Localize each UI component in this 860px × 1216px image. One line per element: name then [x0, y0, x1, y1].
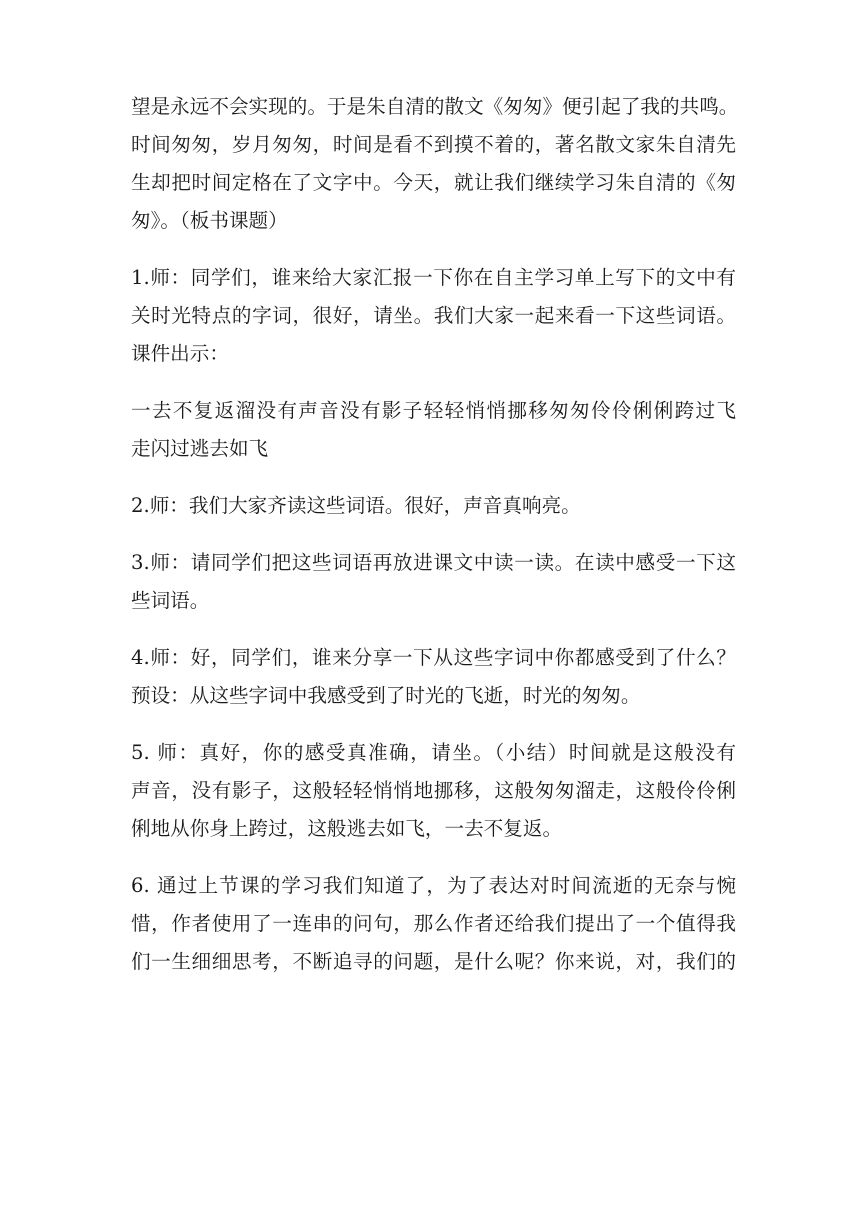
- paragraph-step-4: [131, 639, 736, 715]
- paragraph-step-3: [131, 544, 736, 620]
- text-line: 课件出示：: [131, 342, 229, 365]
- text-line: 声音，没有影子，这般轻轻悄悄地挪移，这般匆匆溜走，这般伶伶俐: [131, 779, 736, 802]
- document-body: [131, 88, 739, 1000]
- text-line: 一去不复返溜没有声音没有影子轻轻悄悄挪移匆匆伶伶俐俐跨过飞: [131, 399, 736, 422]
- text-line: 关时光特点的字词，很好，请坐。我们大家一起来看一下这些词语。: [131, 304, 736, 327]
- text-line: 6. 通过上节课的学习我们知道了，为了表达对时间流逝的无奈与惋: [131, 874, 736, 897]
- text-line: 惜，作者使用了一连串的问句，那么作者还给我们提出了一个值得我: [131, 912, 736, 935]
- text-line: 预设：从这些字词中我感受到了时光的飞逝，时光的匆匆。: [131, 684, 641, 707]
- text-line: 们一生细细思考，不断追寻的问题，是什么呢？你来说，对，我们的: [131, 950, 736, 973]
- text-line: 生却把时间定格在了文字中。今天，就让我们继续学习朱自清的《匆: [131, 171, 736, 194]
- text-line: 俐地从你身上跨过，这般逃去如飞，一去不复返。: [131, 817, 563, 840]
- text-line: 走闪过逃去如飞: [131, 437, 269, 460]
- paragraph-step-6: [131, 867, 736, 981]
- paragraph-step-5: [131, 734, 736, 848]
- text-line: 匆》。（板书课题）: [131, 209, 288, 232]
- text-line: 1.师：同学们，谁来给大家汇报一下你在自主学习单上写下的文中有: [131, 266, 736, 289]
- paragraph-step-1: [131, 259, 736, 373]
- text-line: 望是永远不会实现的。于是朱自清的散文《匆匆》便引起了我的共鸣。: [131, 95, 739, 118]
- paragraph-step-2: [131, 487, 736, 525]
- text-line: 3.师：请同学们把这些词语再放进课文中读一读。在读中感受一下这: [131, 551, 736, 574]
- text-line: 时间匆匆，岁月匆匆，时间是看不到摸不着的，著名散文家朱自清先: [131, 133, 736, 156]
- text-line: 4.师：好，同学们，谁来分享一下从这些字词中你都感受到了什么？: [131, 646, 736, 669]
- text-line: 些词语。: [131, 589, 210, 612]
- paragraph-intro: [131, 88, 739, 240]
- text-line: 2.师：我们大家齐读这些词语。很好，声音真响亮。: [131, 494, 581, 517]
- paragraph-word-list: [131, 392, 736, 468]
- text-line: 5. 师：真好，你的感受真准确，请坐。（小结）时间就是这般没有: [131, 741, 736, 764]
